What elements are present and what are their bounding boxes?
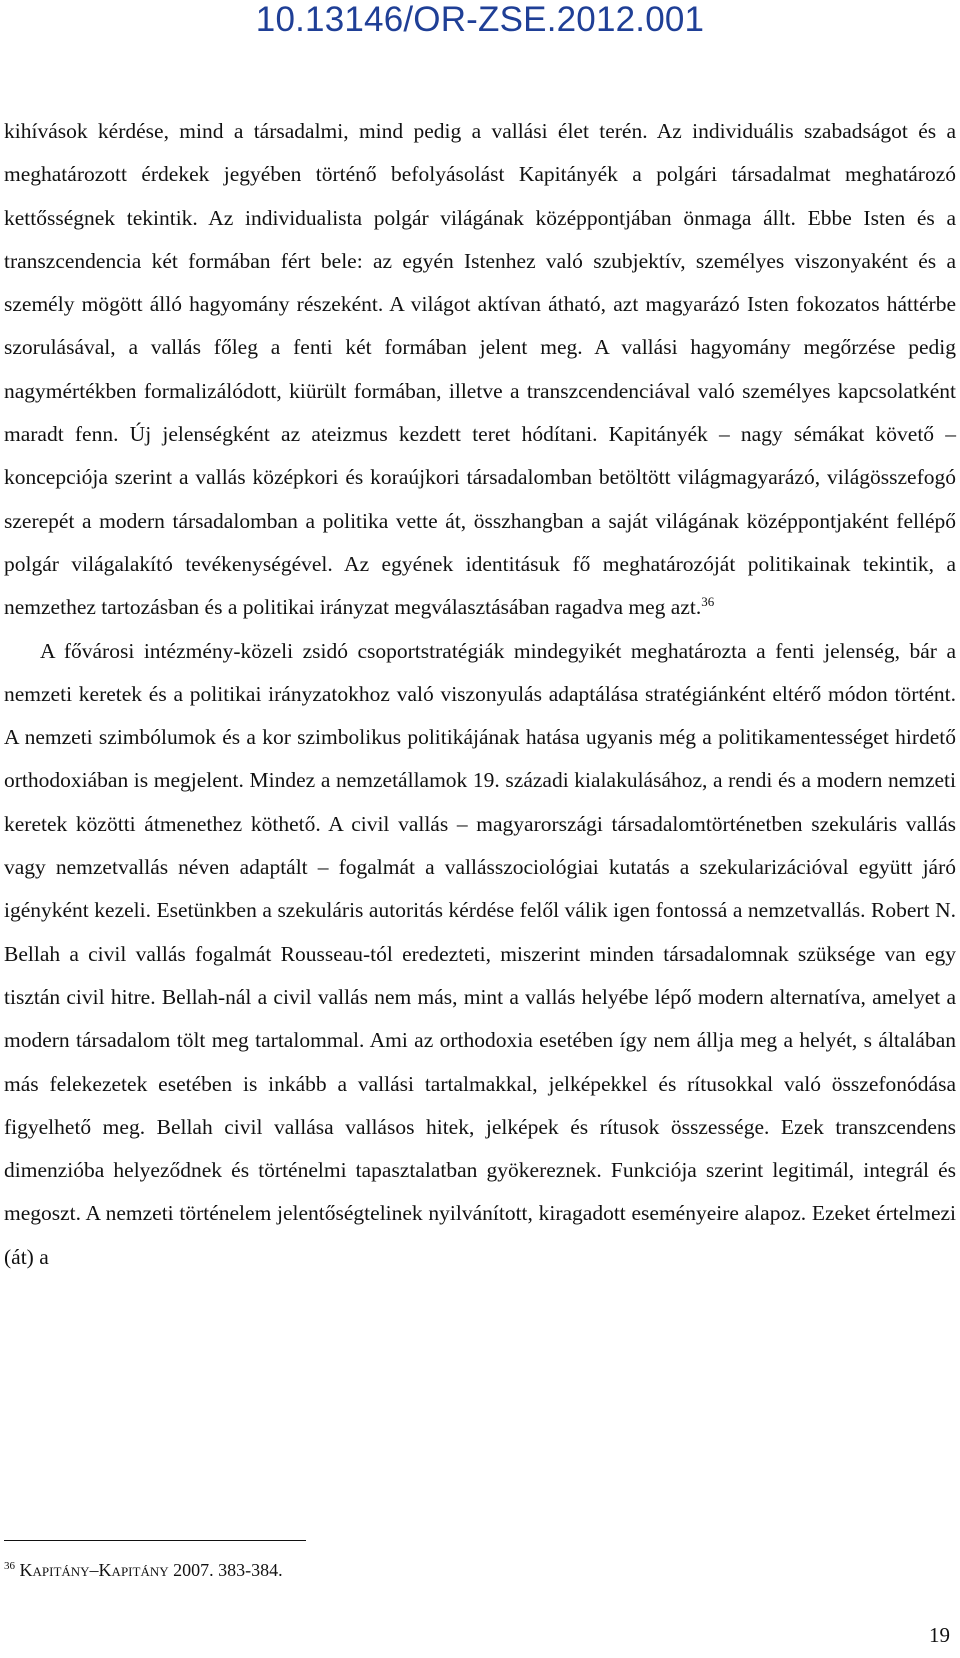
footnote-reference-36[interactable]: 36 [701, 594, 715, 610]
doi-header: 10.13146/OR-ZSE.2012.001 [255, 0, 705, 39]
main-text [4, 110, 956, 1279]
page-number: 19 [929, 1623, 950, 1647]
paragraph-1-text: kihívások kérdése, mind a társadalmi, mind pedig a vallási élet terén. Az individuális szabadságot és a meghatározott érdekek jegyében történő befolyásolást Kapitányék a polgári társadalmat meghatározó kettősségnek tekintik. Az individualista polgár világának középpontjában önmaga állt. Ebbe Isten és a transzcendencia két formában fért bele: az egyén Istenhez való szubjektív, személyes viszonyaként és a személy mögött álló hagyomány részeként. A világot aktívan átható, azt magyarázó Isten fokozatos háttérbe szorulásával, a vallás főleg a fenti két formában jelent meg. A vallási hagyomány megőrzése pedig nagymértékben formalizálódott, kiürült formában, illetve a transzcendenciával való személyes kapcsolatként maradt fenn. Új jelenségként az ateizmus kezdett teret hódítani. Kapitányék – nagy sémákat követő – koncepciója szerint a vallás középkori és koraújkori társadalomban betöltött világmagyarázó, világösszefogó szerepét a modern társadalomban a politika vette át, összhangban a saját világának középpontjaként fellépő polgár világalakító tevékenységével. Az egyének identitásuk fő meghatározóját politikainak tekintik, a nemzethez tartozásban és a politikai irányzat megválasztásában ragadva meg azt. [4, 119, 956, 620]
paragraph-1 [4, 110, 956, 630]
footnote-citation: 2007. 383-384. [168, 1560, 283, 1580]
footnote-authors: Kapitány–Kapitány [19, 1560, 169, 1580]
footnote-36 [4, 1558, 904, 1582]
footnote-number: 36 [4, 1560, 15, 1572]
paragraph-2: A fővárosi intézmény-közeli zsidó csoportstratégiák mindegyikét meghatározta a fenti jelenség, bár a nemzeti keretek és a politikai irányzatokhoz való viszonyulás adaptálása stratégiánként eltérő módon történt. A nemzeti szimbólumok és a kor szimbolikus politikájának hatása ugyanis még a politikamentességet hirdető orthodoxiában is megjelent. Mindez a nemzetállamok 19. századi kialakulásához, a rendi és a modern nemzeti keretek közötti átmenethez köthető. A civil vallás – magyarországi társadalomtörténetben szekuláris vallás vagy nemzetvallás néven adaptált – fogalmát a vallásszociológiai kutatás a szekularizációval együtt járó igényként kezeli. Esetünkben a szekuláris autoritás kérdése felől válik igen fontossá a nemzetvallás. Robert N. Bellah a civil vallás fogalmát Rousseau-tól eredezteti, miszerint minden társadalomnak szüksége van egy tisztán civil hitre. Bellah-nál a civil vallás nem más, mint a vallás helyébe lépő modern alternatíva, amelyet a modern társadalom tölt meg tartalommal. Ami az orthodoxia esetében így nem állja meg a helyét, s általában más felekezetek esetében is inkább a vallási tartalmakkal, jelképekkel és rítusokkal való összefonódása figyelhető meg. Bellah civil vallása vallásos hitek, jelképek és rítusok összessége. Ezek transzcendens dimenzióba helyeződnek és történelmi tapasztalatban gyökereznek. Funkciója szerint legitimál, integrál és megoszt. A nemzeti történelem jelentőségtelinek nyilvánított, kiragadott eseményeire alapoz. Ezeket értelmezi (át) a [4, 638, 956, 1269]
footnote-separator [4, 1540, 306, 1541]
